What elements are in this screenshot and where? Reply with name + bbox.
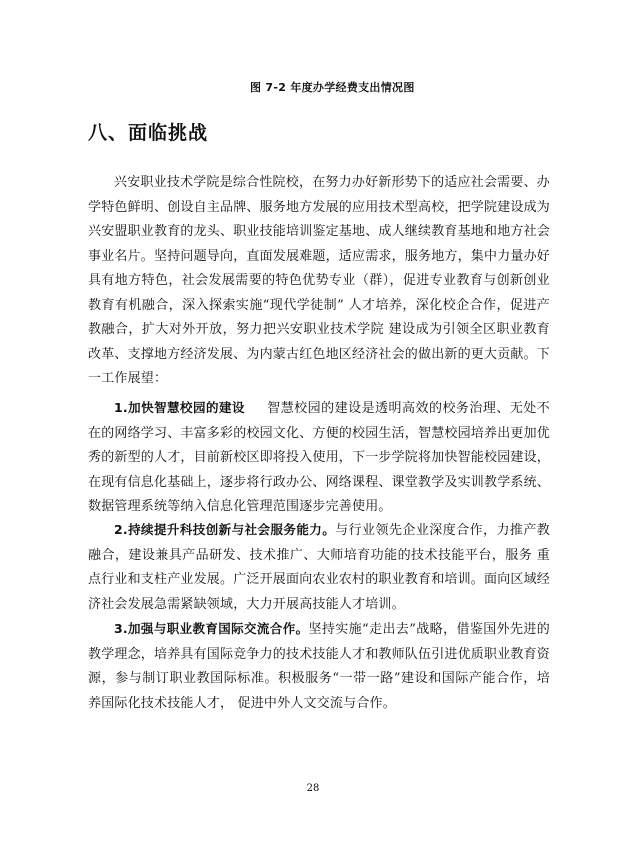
intro-paragraph-text: 兴安职业技术学院是综合性院校，在努力办好新形势下的适应社会需要、办学特色鲜明、创设自主品牌、服务地方发展的应用技术型高校，把学院建设成为兴安盟职业教育的龙头、职业技能培训鉴定基地、成人继续教育基地和地方社会事业名片。坚持问题导向，直面发展难题，适应需求，服务地方，集中力量办好具有地方特色，社会发展需要的特色优势专业（群），促进专业教育与创新创业教育有机融合，深入探索实施“现代学徒制” 人才培养，深化校企合作，促进产教融合，扩大对外开放，努力把兴安职业技术学院 建设成为引领全区职业教育改革、支撑地方经济发展、为内蒙古红色地区经济社会的做出新的更大贡献。下一工作展望： <box>88 175 551 386</box>
figure-caption: 图 7-2 年度办学经费支出情况图 <box>250 81 415 94</box>
section-heading: 八、面临挑战 <box>88 122 209 144</box>
list-item-text: 与行业领先企业深度合作，力推产教融合，建设兼具产品研发、技术推广、大师培育功能的技术技能平台，服务 重点行业和支柱产业发展。广泛开展面向农业农村的职业教育和培训。面向区域经济社会发展急需紧缺领域，大力开展高技能人才培训。 <box>88 523 551 612</box>
list-item-lead: 1.加快智慧校园的建设 <box>114 400 245 415</box>
list-item-lead: 2.持续提升科技创新与社会服务能力。 <box>114 522 336 537</box>
list-item <box>88 617 550 716</box>
list-item <box>88 396 550 520</box>
list-item-text: 智慧校园的建设是透明高效的校务治理、无处不在的网络学习、丰富多彩的校园文化、方便的校园生活，智慧校园培养出更加优秀的新型的人才，目前新校区即将投入使用，下一步学院将加快智能校园建设，在现有信息化基础上，逐步将行政办公、网络课程、课堂教学及实训教学系统、数据管理系统等纳入信息化管理范围逐步完善使用。 <box>88 401 551 514</box>
page-number: 28 <box>306 783 320 794</box>
list-item-lead: 3.加强与职业教育国际交流合作。 <box>114 621 309 636</box>
list-item-text: 坚持实施“走出去”战略，借鉴国外先进的教学理念，培养具有国际竞争力的技术技能人才和教师队伍引进优质职业教育资源，参与制订职业教国际标准。积极服务“一带一路”建设和国际产能合作，培养国际化技术技能人才， 促进中外人文交流与合作。 <box>88 622 551 711</box>
list-item <box>88 518 550 617</box>
intro-paragraph <box>88 171 550 392</box>
